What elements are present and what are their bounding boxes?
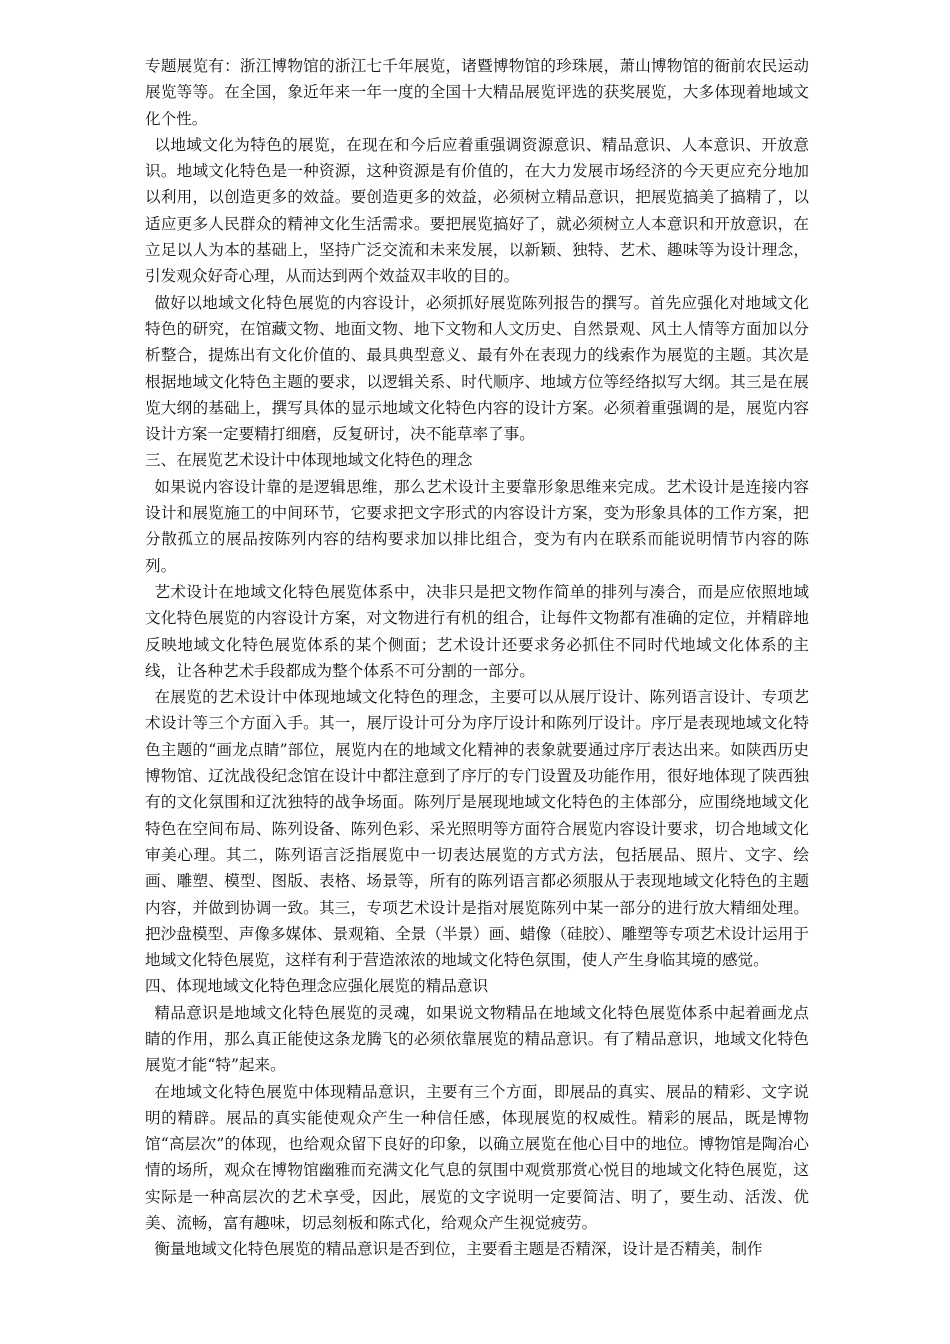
- paragraph-resource-awareness: 以地域文化为特色的展览，在现在和今后应着重强调资源意识、精品意识、人本意识、开放意识。地域文化特色是一种资源，这种资源是有价值的，在大力发展市场经济的今天更应充分地加以利用，以创造更多的效益。要创造更多的效益，必须树立精品意识，把展览搞美了搞精了，以适应更多人民群众的精神文化生活需求。要把展览搞好了，就必须树立人本意识和开放意识，在立足以人为本的基础上，坚持广泛交流和未来发展，以新颖、独特、艺术、趣味等为设计理念，引发观众好奇心理，从而达到两个效益双丰收的目的。: [145, 135, 809, 286]
- paragraph-special-exhibitions: 专题展览有：浙江博物馆的浙江七千年展览，诸暨博物馆的珍珠展，萧山博物馆的衙前农民运动展览等等。在全国，象近年来一年一度的全国十大精品展览评选的获奖展览，大多体现着地域文化个性。: [145, 57, 809, 128]
- paragraph-three-aspects: 在展览的艺术设计中体现地域文化特色的理念，主要可以从展厅设计、陈列语言设计、专项艺术设计等三个方面入手。其一，展厅设计可分为序厅设计和陈列厅设计。序厅是表现地域文化特色主题的“画龙点睛”部位，展览内在的地域文化精神的表象就要通过序厅表达出来。如陕西历史博物馆、辽沈战役纪念馆在设计中都注意到了序厅的专门设置及功能作用，很好地体现了陕西独有的文化氛围和辽沈独特的战争场面。陈列厅是展现地域文化特色的主体部分，应围绕地域文化特色在空间布局、陈列设备、陈列色彩、采光照明等方面符合展览内容设计要求，切合地域文化审美心理。其二，陈列语言泛指展览中一切表达展览的方式方法，包括展品、照片、文字、绘画、雕塑、模型、图版、表格、场景等，所有的陈列语言都必须服从于表现地域文化特色的主题内容，并做到协调一致。其三，专项艺术设计是指对展览陈列中某一部分的进行放大精细处理。把沙盘模型、声像多媒体、景观箱、全景（半景）画、蜡像（硅胶）、雕塑等专项艺术设计运用于地域文化特色展览，这样有利于营造浓浓的地域文化特色氛围，使人产生身临其境的感觉。: [145, 688, 809, 970]
- section-heading-four: 四、体现地域文化特色理念应强化展览的精品意识: [145, 977, 489, 996]
- document-page: [145, 53, 809, 1263]
- paragraph-quality-soul: 精品意识是地域文化特色展览的灵魂，如果说文物精品在地域文化特色展览体系中起着画龙点睛的作用，那么真正能使这条龙腾飞的必须依靠展览的精品意识。有了精品意识，地域文化特色展览才能“特”起来。: [145, 1003, 809, 1075]
- paragraph-art-design-logic: 如果说内容设计靠的是逻辑思维，那么艺术设计主要靠形象思维来完成。艺术设计是连接内容设计和展览施工的中间环节，它要求把文字形式的内容设计方案，变为形象具体的工作方案，把分散孤立的展品按陈列内容的结构要求加以排比组合，变为有内在联系而能说明情节内容的陈列。: [145, 477, 809, 575]
- paragraph-quality-three-aspects: 在地域文化特色展览中体现精品意识，主要有三个方面，即展品的真实、展品的精彩、文字说明的精辟。展品的真实能使观众产生一种信任感，体现展览的权威性。精彩的展品，既是博物馆“高层次”的体现，也给观众留下良好的印象，以确立展览在他心目中的地位。博物馆是陶冶心情的场所，观众在博物馆幽雅而充满文化气息的氛围中观赏那赏心悦目的地域文化特色展览，这实际是一种高层次的艺术享受，因此，展览的文字说明一定要简洁、明了，要生动、活泼、优美、流畅，富有趣味，切忌刻板和陈式化，给观众产生视觉疲劳。: [145, 1082, 809, 1233]
- paragraph-content-design: 做好以地域文化特色展览的内容设计，必须抓好展览陈列报告的撰写。首先应强化对地域文化特色的研究，在馆藏文物、地面文物、地下文物和人文历史、自然景观、风土人情等方面加以分析整合，提炼出有文化价值的、最具典型意义、最有外在表现力的线索作为展览的主题。其次是根据地域文化特色主题的要求，以逻辑关系、时代顺序、地域方位等经络拟写大纲。其三是在展览大纲的基础上，撰写具体的显示地域文化特色内容的设计方案。必须着重强调的是，展览内容设计方案一定要精打细磨，反复研讨，决不能草率了事。: [145, 293, 809, 444]
- section-heading-three: 三、在展览艺术设计中体现地域文化特色的理念: [145, 451, 473, 470]
- paragraph-quality-measure: 衡量地域文化特色展览的精品意识是否到位，主要看主题是否精深，设计是否精美，制作: [154, 1240, 763, 1259]
- paragraph-art-design-system: 艺术设计在地域文化特色展览体系中，决非只是把文物作简单的排列与凑合，而是应依照地域文化特色展览的内容设计方案，对文物进行有机的组合，让每件文物都有准确的定位，并精辟地反映地域文化特色展览体系的某个侧面；艺术设计还要求务必抓住不同时代地域文化体系的主线，让各种艺术手段都成为整个体系不可分割的一部分。: [145, 582, 809, 680]
